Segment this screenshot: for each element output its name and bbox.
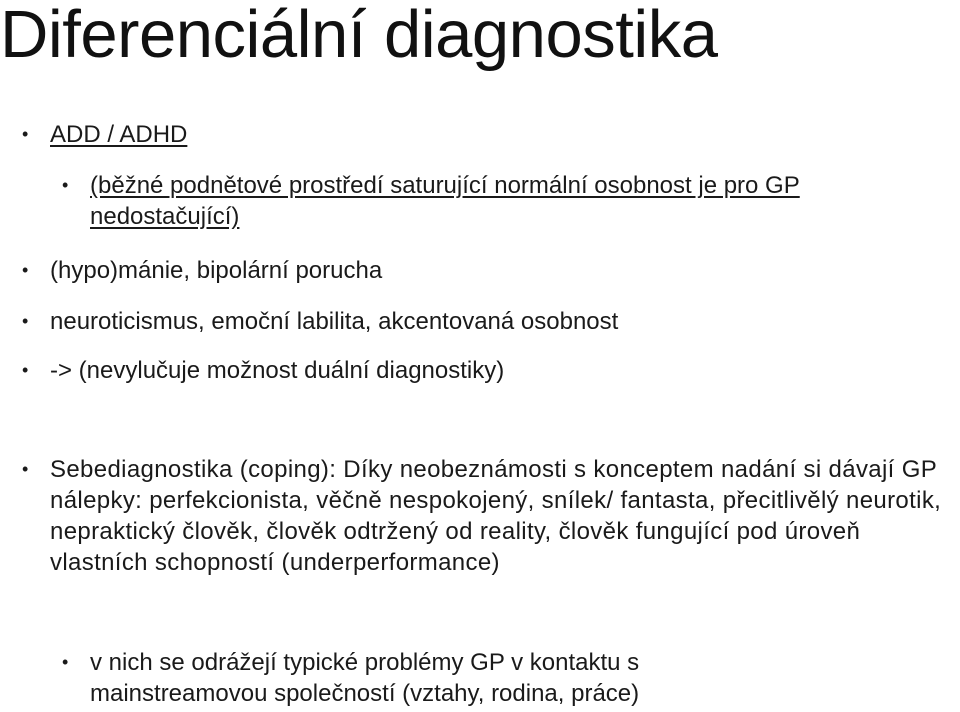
bullet-marker: • xyxy=(62,652,69,672)
bullet-marker: • xyxy=(22,459,29,479)
bullet-marker: • xyxy=(62,175,69,195)
bullet-neuroticism: neuroticismus, emoční labilita, akcentovaná osobnost xyxy=(50,308,619,335)
bullet-typical-problems: v nich se odrážejí typické problémy GP v kontaktu s mainstreamovou společností (vztahy, rodina, práce) xyxy=(90,649,640,707)
bullet-self-diagnosis: Sebediagnostika (coping): Díky neobeznámosti s konceptem nadání si dávají GP nálepky: perfekcionista, věčně nespokojený, snílek/ fantasta, přecitlivělý neurotik, nepraktický člověk, člověk odtržený od reality, člověk fungující pod úroveň vlastních schopností (underperformance) xyxy=(50,456,942,576)
bullet-hypomania: (hypo)mánie, bipolární porucha xyxy=(50,257,383,284)
bullet-marker: • xyxy=(22,124,29,144)
bullet-dual-diagnosis: -> (nevylučuje možnost duální diagnostiky) xyxy=(50,357,505,384)
bullet-environment-note[interactable]: (běžné podnětové prostředí saturující normální osobnost je pro GP nedostačující) xyxy=(90,172,800,230)
bullet-add-adhd[interactable]: ADD / ADHD xyxy=(50,121,188,148)
bullet-marker: • xyxy=(22,360,29,380)
bullet-marker: • xyxy=(22,260,29,280)
slide-title: Diferenciální diagnostika xyxy=(0,0,718,72)
bullet-marker: • xyxy=(22,311,29,331)
